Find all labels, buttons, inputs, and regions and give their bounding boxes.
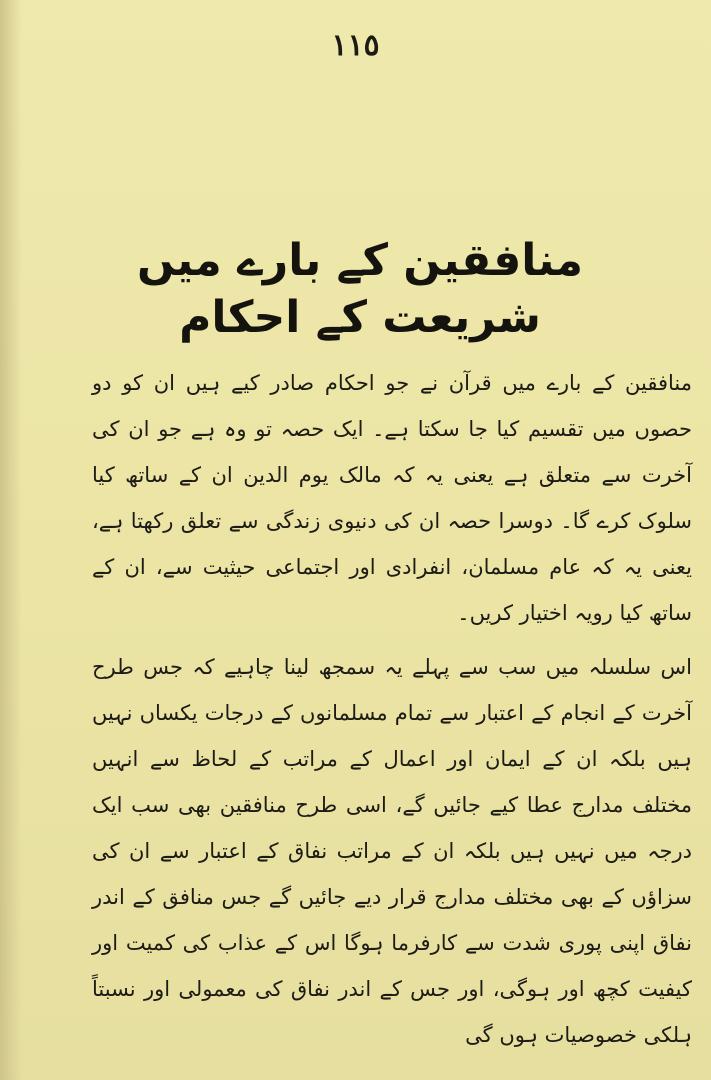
- paragraph: منافقین کے بارے میں قرآن نے جو احکام صادر کیے ہیں ان کو دو حصوں میں تقسیم کیا جا سکتا ہے۔ ایک حصہ تو وہ ہے جو ان کی آخرت سے متعلق ہے یعنی یہ کہ مالک یوم الدین ان کے ساتھ کیا سلوک کرے گا۔ دوسرا حصہ ان کی دنیوی زندگی سے تعلق رکھتا ہے، یعنی یہ کہ عام مسلمان، انفرادی اور اجتماعی حیثیت سے، ان کے ساتھ کیا رویہ اختیار کریں۔: [92, 371, 692, 625]
- paragraph: اس سلسلہ میں سب سے پہلے یہ سمجھ لینا چاہیے کہ جس طرح آخرت کے انجام کے اعتبار سے تمام مسلمانوں کے درجات یکساں نہیں ہیں بلکہ ان کے ایمان اور اعمال کے مراتب کے لحاظ سے انہیں مختلف مدارج عطا کیے جائیں گے، اسی طرح منافقین بھی سب ایک درجہ میں نہیں ہیں بلکہ ان کے مراتب نفاق کے اعتبار سے ان کی سزاؤں کے بھی مختلف مدارج قرار دیے جائیں گے جس منافق کے اندر نفاق اپنی پوری شدت سے کارفرما ہوگا اس کے عذاب کی کمیت اور کیفیت کچھ اور ہوگی، اور جس کے اندر نفاق کی معمولی اور نسبتاً ہلکی خصوصیات ہوں گی: [92, 655, 692, 1047]
- chapter-title: منافقین کے بارے میں شریعت کے احکام: [136, 235, 584, 344]
- page-edge-shadow: [0, 0, 22, 1080]
- body-text: [92, 360, 692, 1058]
- page-number: ١١٥: [331, 28, 380, 63]
